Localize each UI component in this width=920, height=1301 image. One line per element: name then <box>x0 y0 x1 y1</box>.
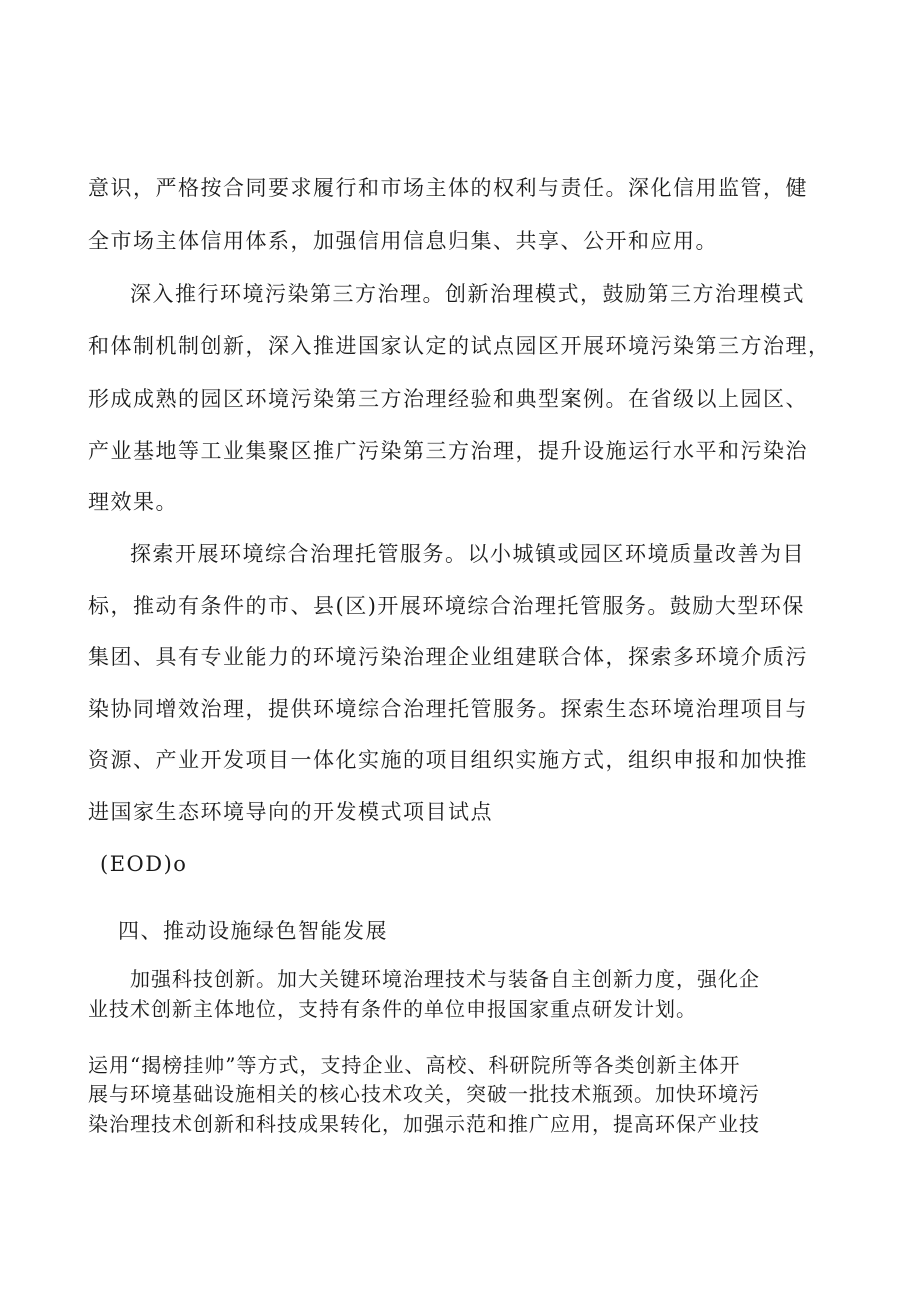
section-heading: 四、推动设施绿色智能发展 <box>118 919 388 943</box>
paragraph-line: 染治理技术创新和科技成果转化，加强示范和推广应用，提高环保产业技 <box>88 1112 760 1136</box>
paragraph-line: 展与环境基础设施相关的核心技术攻关，突破一批技术瓶颈。加快环境污 <box>88 1082 760 1106</box>
paragraph-line: 理效果。 <box>88 490 178 514</box>
paragraph-line: 加强科技创新。加大关键环境治理技术与装备自主创新力度，强化企 <box>130 967 760 991</box>
paragraph-line: 运用“揭榜挂帅”等方式，支持企业、高校、科研院所等各类创新主体开 <box>88 1053 741 1077</box>
paragraph-line: 进国家生态环境导向的开发模式项目试点 <box>88 800 493 824</box>
paragraph-line: 染协同增效治理，提供环境综合治理托管服务。探索生态环境治理项目与 <box>88 697 808 721</box>
paragraph-line: 意识，严格按合同要求履行和市场主体的权利与责任。深化信用监管，健 <box>88 176 808 200</box>
paragraph-line: 产业基地等工业集聚区推广污染第三方治理，提升设施运行水平和污染治 <box>88 439 808 463</box>
paragraph-line: 业技术创新主体地位，支持有条件的单位申报国家重点研发计划。 <box>88 997 697 1021</box>
paragraph-line: 标，推动有条件的市、县(区)开展环境综合治理托管服务。鼓励大型环保 <box>88 594 805 618</box>
paragraph-line: 资源、产业开发项目一体化实施的项目组织实施方式，组织申报和加快推 <box>88 748 808 772</box>
paragraph-line: 全市场主体信用体系，加强信用信息归集、共享、公开和应用。 <box>88 229 718 253</box>
paragraph-line: 和体制机制创新，深入推进国家认定的试点园区开展环境污染第三方治理， <box>88 334 831 358</box>
paragraph-line: 深入推行环境污染第三方治理。创新治理模式，鼓励第三方治理模式 <box>130 282 805 306</box>
paragraph-line: 探索开展环境综合治理托管服务。以小城镇或园区环境质量改善为目 <box>130 542 805 566</box>
paragraph-line: (EOD)o <box>100 852 188 876</box>
paragraph-line: 形成成熟的园区环境污染第三方治理经验和典型案例。在省级以上园区、 <box>88 387 808 411</box>
paragraph-line: 集团、具有专业能力的环境污染治理企业组建联合体，探索多环境介质污 <box>88 645 808 669</box>
